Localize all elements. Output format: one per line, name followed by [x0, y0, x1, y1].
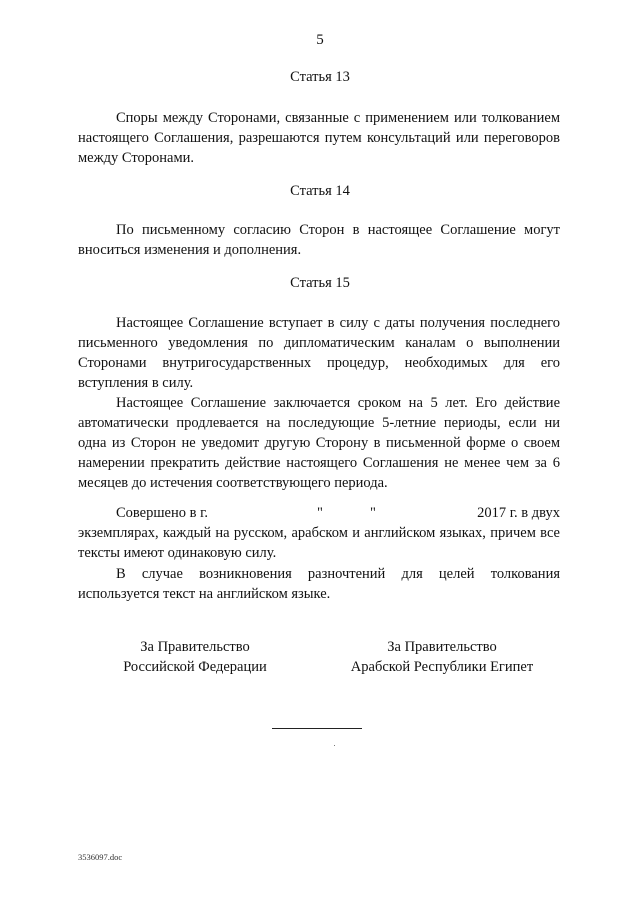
separator-line	[272, 728, 362, 729]
signature-egypt-line2: Арабской Республики Египет	[350, 659, 534, 675]
signature-russia-line1: За Правительство	[140, 639, 250, 655]
article-14-paragraph: По письменному согласию Сторон в настоящее Соглашение могут вноситься изменения и дополнения.	[78, 222, 560, 258]
date-quote-open: "	[317, 505, 323, 521]
signature-egypt-line1: За Правительство	[387, 639, 497, 655]
discrepancy-paragraph: В случае возникновения разночтений для целей толкования используется текст на английском языке.	[78, 566, 560, 602]
signature-russia	[112, 637, 278, 677]
scan-speck	[334, 745, 335, 746]
article-15-paragraph-term: Настоящее Соглашение заключается сроком на 5 лет. Его действие автоматически продлевается на последующие 5-летние периоды, если ни одна из Сторон не уведомит другую Сторону в письменной форме о своем намерении прекратить действие настоящего Соглашения не менее чем за 6 месяцев до истечения соответствующего периода.	[78, 395, 560, 491]
article-13-paragraph: Споры между Сторонами, связанные с применением или толкованием настоящего Соглашения, разрешаются путем консультаций или переговоров между Сторонами.	[78, 110, 560, 166]
article-15-heading: Статья 15	[290, 275, 350, 291]
done-at-line	[78, 503, 560, 523]
signature-russia-line2: Российской Федерации	[123, 659, 267, 675]
date-year-text: 2017 г. в двух	[477, 505, 560, 521]
article-14-heading: Статья 14	[290, 183, 350, 199]
article-13-heading: Статья 13	[290, 69, 350, 85]
date-quote-close: "	[370, 505, 376, 521]
page-number: 5	[316, 32, 324, 48]
signature-egypt	[342, 637, 542, 677]
article-15-paragraph-entry-into-force: Настоящее Соглашение вступает в силу с даты получения последнего письменного уведомления по дипломатическим каналам о выполнении Сторонами внутригосударственных процедур, необходимых для его вступления в силу.	[78, 315, 560, 391]
done-at-text: Совершено в г.	[116, 505, 209, 521]
document-code: 3536097.doc	[78, 852, 123, 862]
closing-continuation: экземплярах, каждый на русском, арабском и английском языках, причем все тексты имеют одинаковую силу.	[78, 525, 560, 561]
